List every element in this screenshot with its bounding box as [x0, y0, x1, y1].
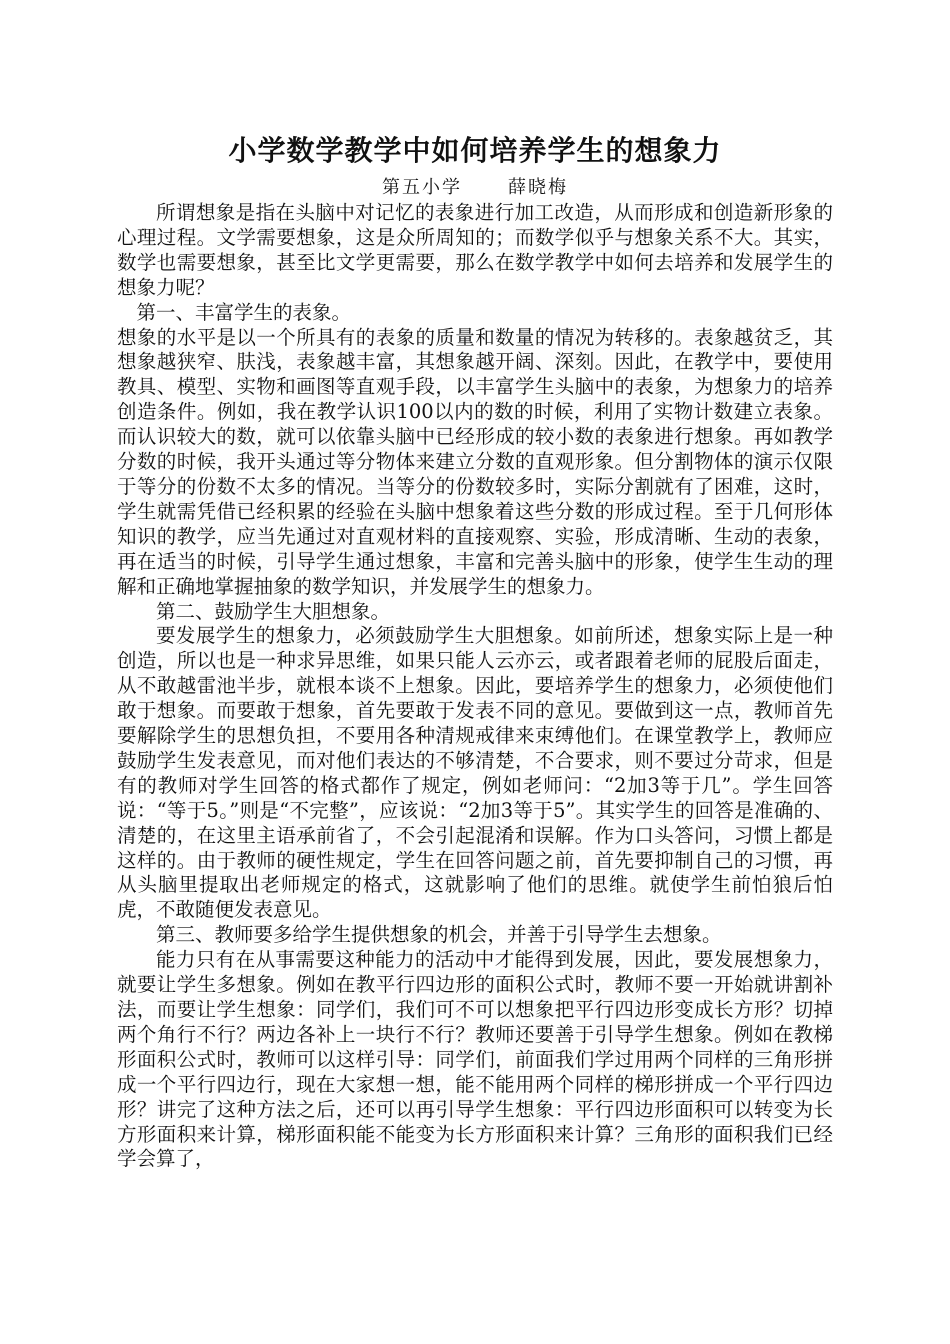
section-heading-3: 第三、教师要多给学生提供想象的机会，并善于引导学生去想象。 [156, 923, 722, 947]
document-body [117, 131, 833, 1172]
byline-author: 薛晓梅 [508, 177, 568, 198]
paragraph-section-1: 想象的水平是以一个所具有的表象的质量和数量的情况为转移的。表象越贫乏，其想象越狭窄、肤浅，表象越丰富，其想象越开阔、深刻。因此，在教学中，要使用教具、模型、实物和画图等直观手段，以丰富学生头脑中的表象，为想象力的培养创造条件。例如，我在教学认识100以内的数的时候，利用了实物计数建立表象。而认识较大的数，就可以依靠头脑中已经形成的较小数的表象进行想象。再如教学分数的时候，我开头通过等分物体来建立分数的直观形象。但分割物体的演示仅限于等分的份数不太多的情况。当等分的份数较多时，实际分割就有了困难，这时，学生就需凭借已经积累的经验在头脑中想象着这些分数的形成过程。至于几何形体知识的教学，应当先通过对直观材料的直接观察、实验，形成清晰、生动的表象，再在适当的时候，引导学生通过想象，丰富和完善头脑中的形象，使学生生动的理解和正确地掌握抽象的数学知识，并发展学生的想象力。 [117, 325, 833, 598]
section-heading-1: 第一、丰富学生的表象。 [136, 300, 352, 324]
paragraph-section-3: 能力只有在从事需要这种能力的活动中才能得到发展，因此，要发展想象力，就要让学生多想象。例如在教平行四边形的面积公式时，教师不要一开始就讲割补法，而要让学生想象：同学们，我们可不可以想象把平行四边形变成长方形？切掉两个角行不行？两边各补上一块行不行？教师还要善于引导学生想象。例如在教梯形面积公式时，教师可以这样引导：同学们，前面我们学过用两个同样的三角形拼成一个平行四边行，现在大家想一想，能不能用两个同样的梯形拼成一个平行四边形？讲完了这种方法之后，还可以再引导学生想象：平行四边形面积可以转变为长方形面积来计算，梯形面积能不能变为长方形面积来计算？三角形的面积我们已经学会算了， [117, 948, 833, 1171]
byline [117, 175, 833, 201]
paragraph-section-2: 要发展学生的想象力，必须鼓励学生大胆想象。如前所述，想象实际上是一种创造，所以也是一种求异思维，如果只能人云亦云，或者跟着老师的屁股后面走，从不敢越雷池半步，就根本谈不上想象。因此，要培养学生的想象力，必须使他们敢于想象。而要敢于想象，首先要敢于发表不同的意见。要做到这一点，教师首先要解除学生的思想负担，不要用各种清规戒律来束缚他们。在课堂教学上，教师应鼓励学生发表意见，而对他们表达的不够清楚，不合要求，则不要过分苛求，但是有的教师对学生回答的格式都作了规定，例如老师问：“2加3等于几”。学生回答说：“等于5。”则是“不完整”，应该说：“2加3等于5”。其实学生的回答是准确的、清楚的，在这里主语承前省了，不会引起混淆和误解。作为口头答问，习惯上都是这样的。由于教师的硬性规定，学生在回答问题之前，首先要抑制自己的习惯，再从头脑里提取出老师规定的格式，这就影响了他们的思维。就使学生前怕狼后怕虎，不敢随便发表意见。 [117, 624, 833, 922]
byline-school: 第五小学 [382, 177, 462, 198]
document-title: 小学数学教学中如何培养学生的想象力 [228, 134, 722, 167]
paragraph-intro: 所谓想象是指在头脑中对记忆的表象进行加工改造，从而形成和创造新形象的心理过程。文学需要想象，这是众所周知的；而数学似乎与想象关系不大。其实，数学也需要想象，甚至比文学更需要，那么在数学教学中如何去培养和发展学生的想象力呢？ [117, 201, 833, 299]
section-heading-2: 第二、鼓励学生大胆想象。 [156, 599, 391, 623]
